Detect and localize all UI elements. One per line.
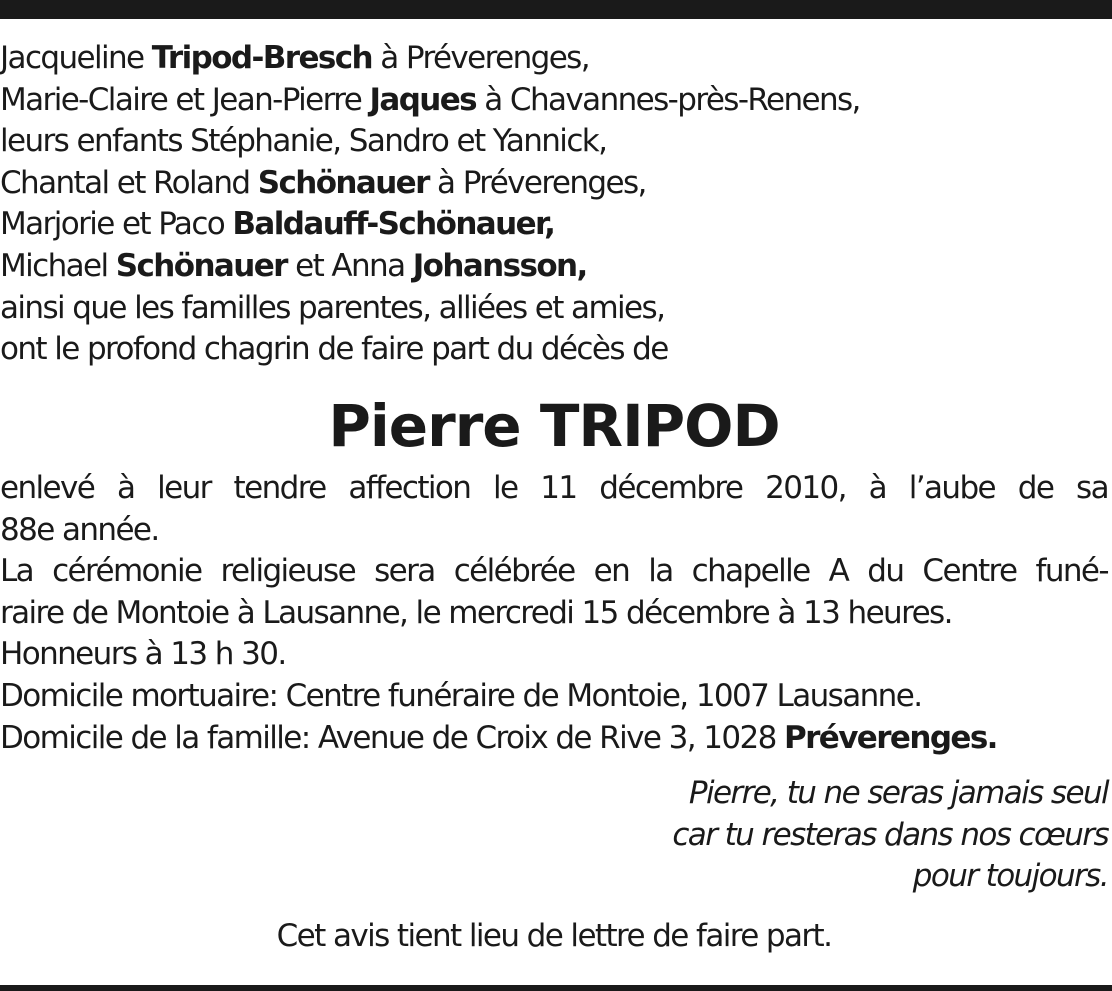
poem-line: Pierre, tu ne seras jamais seul — [688, 775, 1108, 812]
body-line: Honneurs à 13 h 30. — [0, 636, 286, 673]
body-line: La cérémonie religieuse sera célébrée en la chapelle A du Centre funé- — [0, 553, 1108, 590]
body-line: Domicile mortuaire: Centre funéraire de Montoie, 1007 Lausanne. — [0, 677, 922, 714]
family-line: ainsi que les familles parentes, alliées et amies, — [0, 289, 665, 326]
deceased-name: Pierre TRIPOD — [328, 392, 780, 460]
body-line: 88e année. — [0, 511, 159, 548]
family-line: Marjorie et Paco Baldauff-Schönauer, — [0, 206, 555, 243]
notice-body — [0, 468, 1108, 759]
family-line: Jacqueline Tripod-Bresch à Préverenges, — [0, 40, 589, 76]
poem-line: car tu resteras dans nos cœurs — [672, 816, 1108, 853]
family-line: Marie-Claire et Jean-Pierre Jaques à Chavannes-près-Renens, — [0, 81, 860, 118]
body-line: Domicile de la famille: Avenue de Croix de Rive 3, 1028 Préverenges. — [0, 719, 997, 756]
family-list — [0, 38, 1108, 372]
family-line: leurs enfants Stéphanie, Sandro et Yannick, — [0, 123, 607, 160]
top-rule — [0, 0, 1112, 19]
poem — [0, 773, 1108, 898]
poem-line: pour toujours. — [912, 858, 1108, 895]
obituary-notice — [0, 38, 1108, 958]
family-line: ont le profond chagrin de faire part du décès de — [0, 331, 668, 368]
closing-note: Cet avis tient lieu de lettre de faire part. — [276, 917, 832, 954]
family-line: Michael Schönauer et Anna Johansson, — [0, 247, 587, 284]
bottom-rule — [0, 985, 1112, 991]
family-line: Chantal et Roland Schönauer à Préverenges, — [0, 164, 646, 201]
body-line: enlevé à leur tendre affection le 11 décembre 2010, à l’aube de sa — [0, 470, 1108, 506]
body-line: raire de Montoie à Lausanne, le mercredi 15 décembre à 13 heures. — [0, 594, 952, 631]
